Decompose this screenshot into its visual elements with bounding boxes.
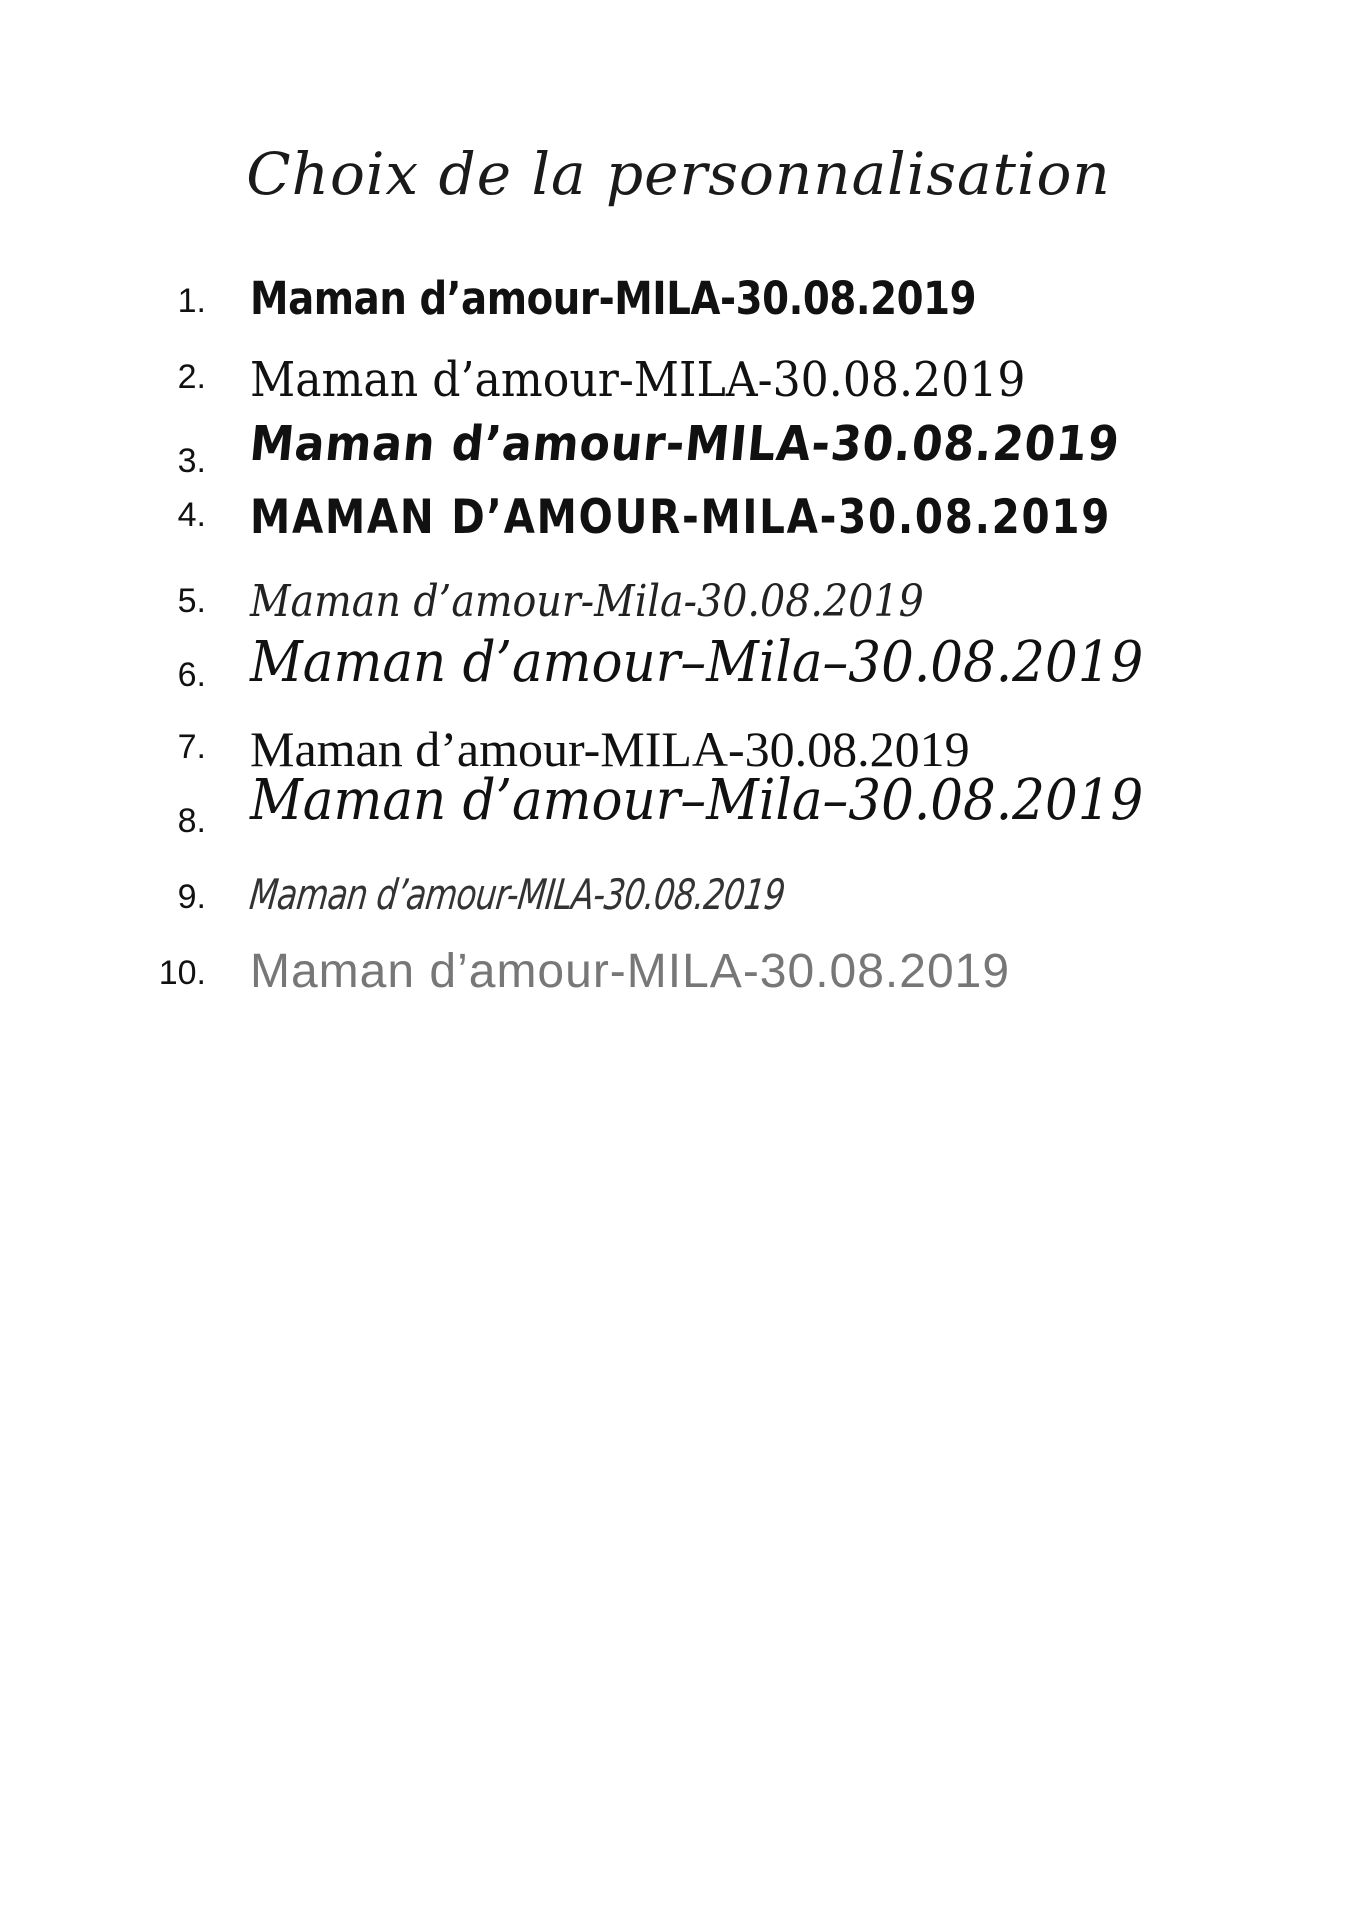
item-number: 8. [177, 802, 206, 840]
item-text: Maman d’amour-MILA-30.08.2019 [250, 272, 977, 325]
item-text: Maman d’amour-MILA-30.08.2019 [250, 352, 1026, 408]
item-number: 3. [177, 442, 206, 480]
item-number: 5. [177, 582, 206, 620]
list-item [0, 630, 1357, 710]
item-text: Maman d’amour-MILA-30.08.2019 [250, 721, 970, 777]
item-text: Maman d’amour-MILA-30.08.2019 [247, 416, 1123, 472]
list-item [0, 944, 1357, 1024]
item-number: 2. [177, 358, 206, 396]
list-item [0, 768, 1357, 848]
item-number: 6. [177, 656, 206, 694]
item-text: Maman d’amour-MILA-30.08.2019 [250, 945, 1011, 998]
item-text: MAMAN D’AMOUR-MILA-30.08.2019 [250, 490, 1112, 545]
list-item [0, 416, 1357, 496]
item-text: Maman d’amour–Mila–30.08.2019 [250, 630, 1144, 695]
page-title: Choix de la personnalisation [246, 140, 1111, 208]
item-text: Maman d’amour–Mila–30.08.2019 [250, 768, 1144, 833]
list-item [0, 490, 1357, 570]
item-text: Maman d’amour-Mila-30.08.2019 [250, 576, 924, 627]
item-number: 1. [177, 282, 206, 320]
list-item [0, 870, 1357, 950]
item-number: 7. [177, 728, 206, 766]
item-number: 4. [177, 496, 206, 534]
item-number: 9. [177, 878, 206, 916]
item-text: Maman d’amour-MILA-30.08.2019 [247, 870, 788, 919]
list-item [0, 272, 1357, 352]
item-number: 10. [158, 954, 206, 992]
